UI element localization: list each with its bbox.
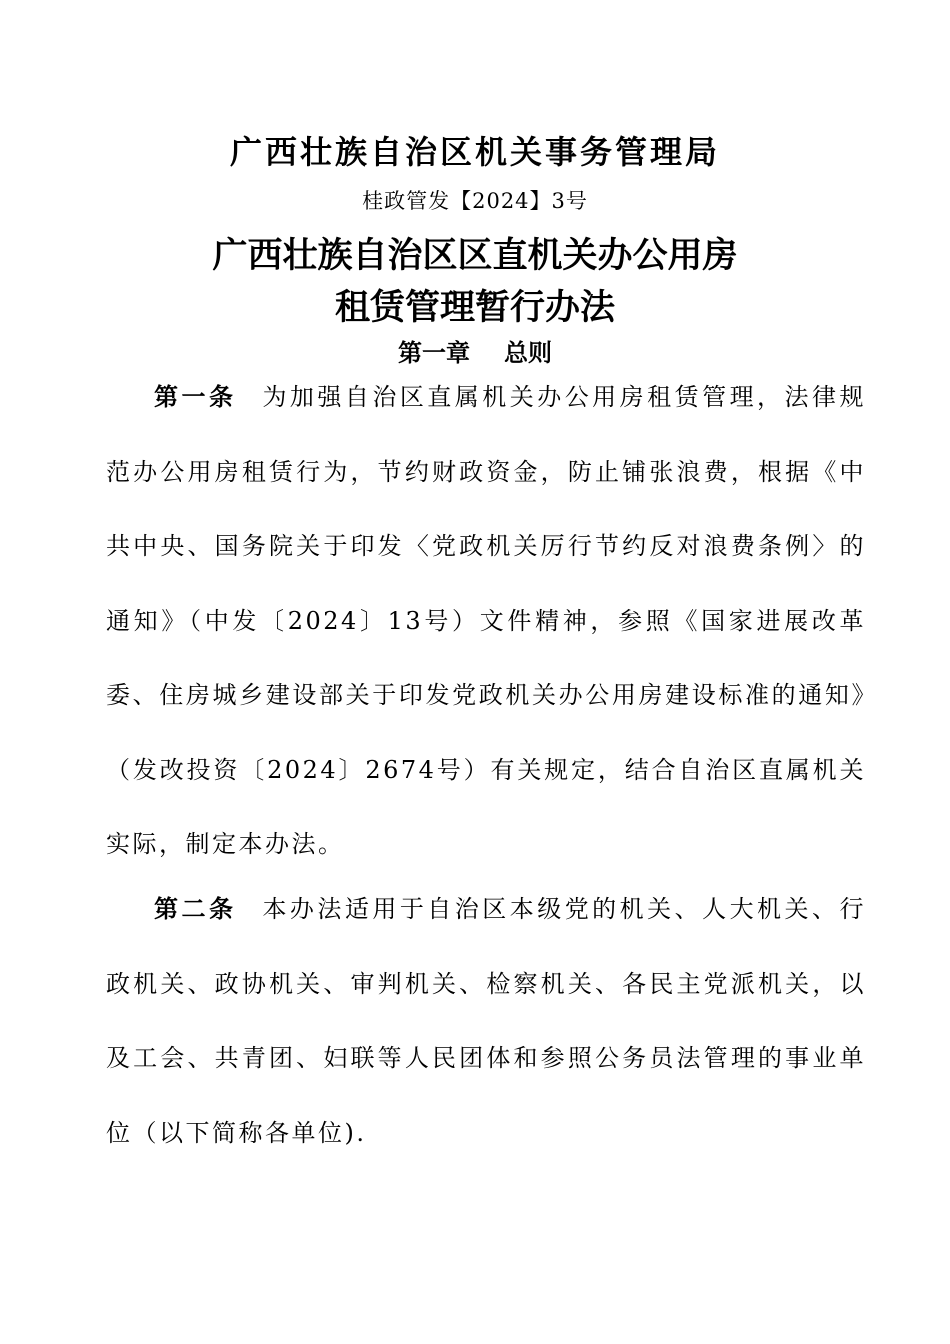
document-title-line-2: 租赁管理暂行办法	[334, 288, 615, 328]
article-1-text: 为加强自治区直属机关办公用房租赁管理，法律规范办公用房租赁行为，节约财政资金，防止铺张浪费，根据《中共中央、国务院关于印发〈党政机关厉行节约反对浪费条例〉的通知》（中发〔2024〕13号）文件精神，参照《国家进展改革委、住房城乡建设部关于印发党政机关办公用房建设标准的通知》（发改投资〔2024〕2674号）有关规定，结合自治区直属机关实际，制定本办法。	[106, 383, 866, 858]
document-title-line-1: 广西壮族自治区区直机关办公用房	[212, 236, 738, 276]
article-1	[106, 360, 866, 882]
chapter-number: 第一章	[398, 339, 470, 367]
article-2-text: 本办法适用于自治区本级党的机关、人大机关、行政机关、政协机关、审判机关、检察机关、各民主党派机关，以及工会、共青团、妇联等人民团体和参照公务员法管理的事业单位（以下简称各单位).	[106, 895, 866, 1147]
chapter-name: 总则	[504, 339, 552, 367]
article-2	[106, 872, 866, 1170]
article-2-label: 第二条	[154, 895, 237, 923]
article-1-label: 第一条	[154, 383, 237, 411]
issuing-agency: 广西壮族自治区机关事务管理局	[229, 133, 720, 171]
document-number: 桂政管发【2024】3号	[362, 189, 588, 213]
